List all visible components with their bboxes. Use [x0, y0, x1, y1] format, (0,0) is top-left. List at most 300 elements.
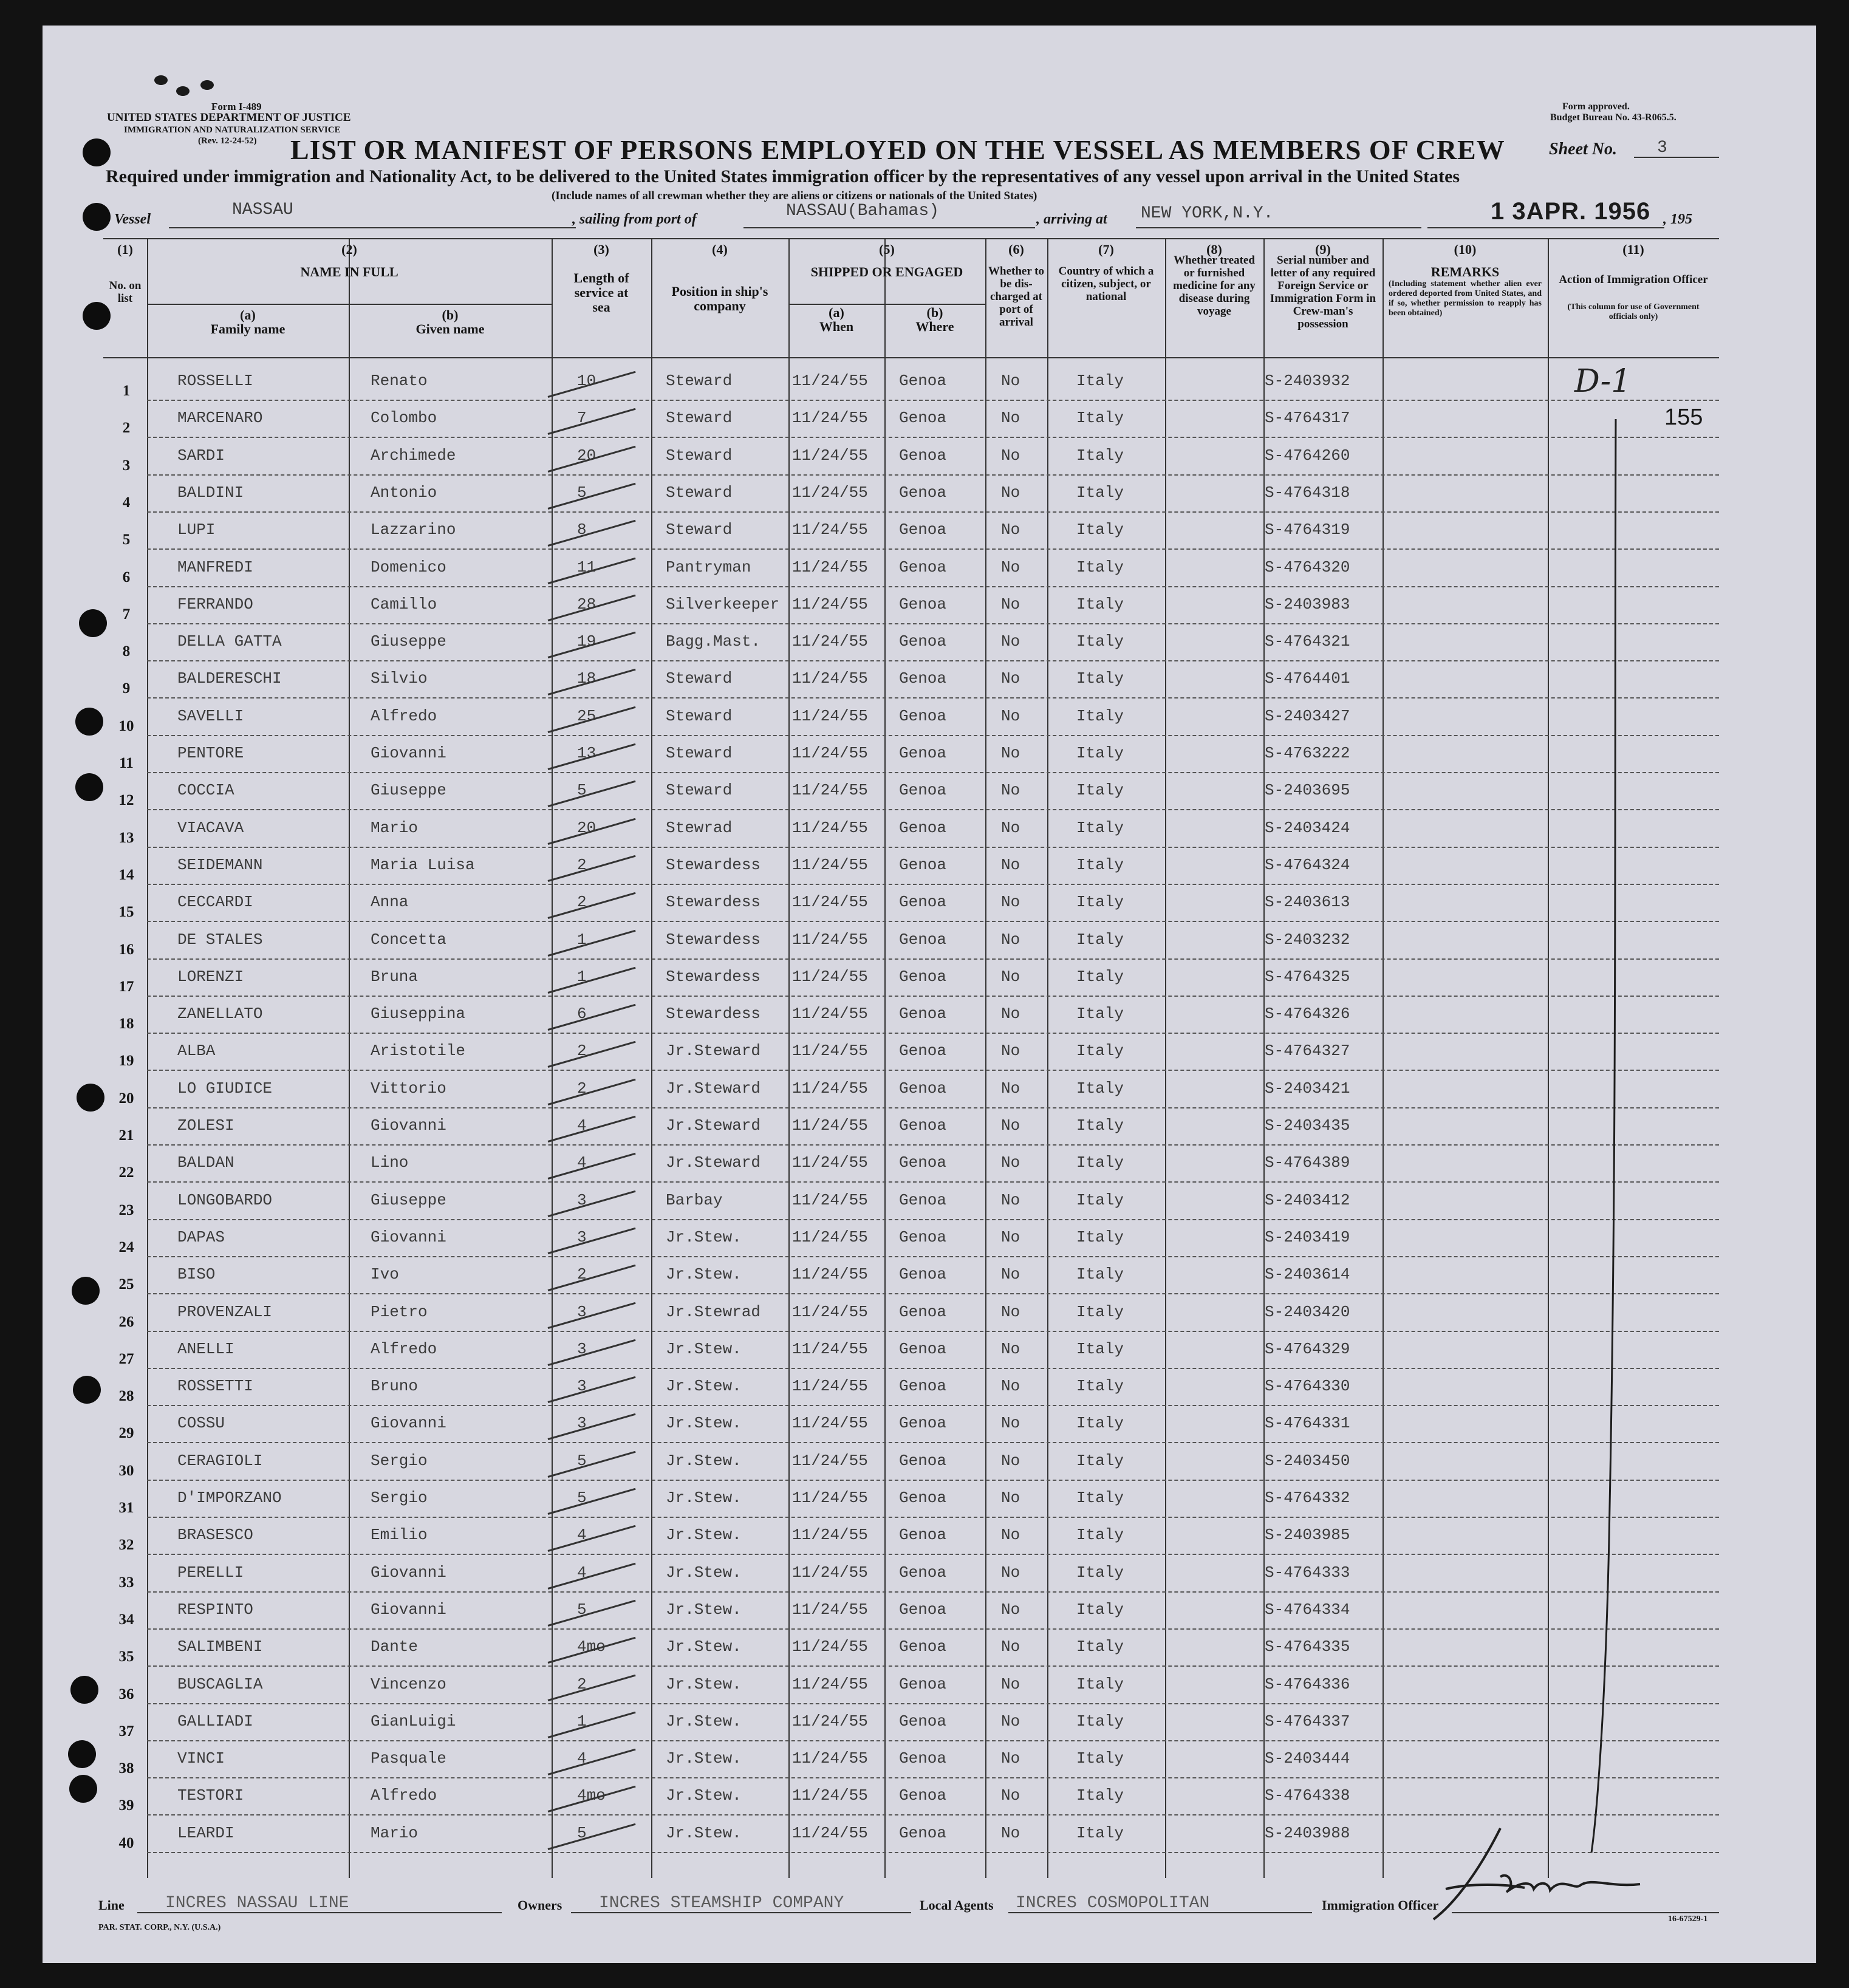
col-10-header: REMARKS	[1430, 264, 1500, 279]
position-cell: Jr.Stew.	[666, 1489, 742, 1507]
row-rule	[147, 1591, 1719, 1593]
length-cell: 28	[577, 595, 596, 613]
length-cell: 7	[577, 409, 587, 428]
row-number: 24	[118, 1238, 134, 1255]
row-rule	[147, 437, 1719, 438]
country-cell: Italy	[1076, 818, 1124, 837]
column-rule	[985, 238, 986, 1878]
length-cell: 25	[577, 706, 596, 725]
shipped-port-cell: Genoa	[899, 446, 947, 465]
shipped-port-cell: Genoa	[899, 1005, 947, 1023]
shipped-port-cell: Genoa	[899, 1563, 947, 1582]
given-name-cell: Alfredo	[371, 1786, 437, 1805]
serial-cell: S-4764318	[1265, 483, 1350, 502]
col-2b-header: Given name	[415, 321, 485, 336]
serial-cell: S-4763222	[1265, 744, 1350, 762]
col-5a-header: When	[819, 319, 854, 334]
row-rule	[147, 772, 1719, 773]
position-cell: Bagg.Mast.	[666, 632, 761, 651]
shipped-date-cell: 11/24/55	[792, 483, 868, 502]
family-name-cell: FERRANDO	[177, 595, 253, 613]
country-cell: Italy	[1076, 706, 1124, 725]
row-number: 6	[122, 569, 131, 586]
discharge-cell: No	[1001, 1451, 1020, 1470]
binder-hole	[83, 203, 111, 231]
given-name-cell: Mario	[371, 1823, 419, 1842]
column-rule	[349, 238, 350, 1878]
row-number: 2	[122, 420, 131, 437]
handwritten-bracket-line	[1579, 413, 1640, 1859]
binder-hole	[83, 138, 111, 166]
position-cell: Steward	[666, 669, 733, 688]
row-rule	[147, 996, 1719, 997]
country-cell: Italy	[1076, 781, 1124, 800]
given-name-cell: Giuseppina	[371, 1005, 466, 1023]
discharge-cell: No	[1001, 1823, 1020, 1842]
serial-cell: S-4764327	[1265, 1042, 1350, 1061]
length-cell: 8	[577, 521, 587, 539]
serial-cell: S-2403444	[1265, 1749, 1350, 1768]
shipped-port-cell: Genoa	[899, 744, 947, 762]
row-number: 40	[118, 1834, 134, 1851]
given-name-cell: Giovanni	[371, 1600, 446, 1619]
position-cell: Steward	[666, 446, 733, 465]
col-5-number: (5)	[879, 242, 895, 257]
shipped-date-cell: 11/24/55	[792, 595, 868, 613]
shipped-port-cell: Genoa	[899, 595, 947, 613]
family-name-cell: LEARDI	[177, 1823, 234, 1842]
shipped-port-cell: Genoa	[899, 930, 947, 949]
position-cell: Jr.Stew.	[666, 1526, 742, 1545]
shipped-port-cell: Genoa	[899, 1600, 947, 1619]
family-name-cell: ZANELLATO	[177, 1005, 263, 1023]
country-cell: Italy	[1076, 1190, 1124, 1209]
shipped-date-cell: 11/24/55	[792, 1638, 868, 1656]
discharge-cell: No	[1001, 1079, 1020, 1098]
row-number: 11	[119, 755, 134, 771]
shipped-date-cell: 11/24/55	[792, 1749, 868, 1768]
col-4-number: (4)	[712, 242, 728, 257]
country-cell: Italy	[1076, 632, 1124, 651]
col-2a-number: (a)	[240, 307, 256, 323]
family-name-cell: LO GIUDICE	[177, 1079, 273, 1098]
shipped-port-cell: Genoa	[899, 893, 947, 912]
serial-cell: S-4764326	[1265, 1005, 1350, 1023]
col-11-number: (11)	[1622, 242, 1644, 257]
row-number: 30	[118, 1462, 134, 1479]
row-rule	[147, 1777, 1719, 1778]
page-subtitle: Required under immigration and Nationality Act, to be delivered to the United States immigration officer by the representatives of any vessel upon arrival in the United States	[106, 166, 1460, 186]
given-name-cell: Giuseppe	[371, 632, 446, 651]
row-rule	[147, 1517, 1719, 1518]
row-number: 19	[118, 1053, 134, 1070]
discharge-cell: No	[1001, 818, 1020, 837]
shipped-date-cell: 11/24/55	[792, 1786, 868, 1805]
serial-cell: S-4764333	[1265, 1563, 1350, 1582]
position-cell: Jr.Stew.	[666, 1377, 742, 1396]
row-rule	[147, 511, 1719, 513]
position-cell: Barbay	[666, 1190, 723, 1209]
shipped-port-cell: Genoa	[899, 855, 947, 874]
position-cell: Steward	[666, 521, 733, 539]
serial-cell: S-2403412	[1265, 1190, 1350, 1209]
discharge-cell: No	[1001, 1600, 1020, 1619]
shipped-port-cell: Genoa	[899, 1042, 947, 1061]
family-name-cell: ROSSELLI	[177, 372, 253, 390]
given-name-cell: Pietro	[371, 1302, 428, 1321]
row-rule	[147, 1256, 1719, 1257]
row-number: 39	[118, 1797, 134, 1814]
given-name-cell: Archimede	[371, 446, 456, 465]
length-cell: 1	[577, 1712, 587, 1730]
given-name-cell: Giovanni	[371, 1414, 446, 1433]
form-number: Form I-489	[211, 101, 262, 112]
family-name-cell: DELLA GATTA	[177, 632, 282, 651]
discharge-cell: No	[1001, 558, 1020, 576]
family-name-cell: COCCIA	[177, 781, 234, 800]
footer-code: 16-67529-1	[1668, 1915, 1708, 1924]
row-number: 37	[118, 1723, 134, 1740]
column-rule	[1548, 238, 1549, 1878]
binder-hole	[68, 1740, 96, 1768]
family-name-cell: LUPI	[177, 521, 216, 539]
discharge-cell: No	[1001, 1116, 1020, 1135]
shipped-port-cell: Genoa	[899, 1712, 947, 1730]
given-name-cell: Alfredo	[371, 706, 437, 725]
row-rule	[147, 660, 1719, 661]
row-rule	[147, 474, 1719, 476]
length-cell: 5	[577, 1600, 587, 1619]
position-cell: Stewardess	[666, 967, 761, 986]
agents-label: Local Agents	[920, 1897, 994, 1913]
position-cell: Jr.Stew.	[666, 1228, 742, 1246]
family-name-cell: VIACAVA	[177, 818, 244, 837]
shipped-date-cell: 11/24/55	[792, 706, 868, 725]
row-number: 35	[118, 1648, 134, 1665]
position-cell: Steward	[666, 483, 733, 502]
family-name-cell: VINCI	[177, 1749, 225, 1768]
country-cell: Italy	[1076, 1153, 1124, 1172]
family-name-cell: SEIDEMANN	[177, 855, 263, 874]
country-cell: Italy	[1076, 1265, 1124, 1284]
position-cell: Jr.Stew.	[666, 1563, 742, 1582]
serial-cell: S-4764319	[1265, 521, 1350, 539]
position-cell: Jr.Stew.	[666, 1823, 742, 1842]
position-cell: Jr.Stew.	[666, 1414, 742, 1433]
given-name-cell: Giovanni	[371, 744, 446, 762]
discharge-cell: No	[1001, 1749, 1020, 1768]
length-cell: 4mo	[577, 1638, 606, 1656]
family-name-cell: GALLIADI	[177, 1712, 253, 1730]
given-name-cell: Lino	[371, 1153, 409, 1172]
shipped-port-cell: Genoa	[899, 1526, 947, 1545]
given-name-cell: Mario	[371, 818, 419, 837]
discharge-cell: No	[1001, 521, 1020, 539]
length-cell: 11	[577, 558, 596, 576]
col-5-header: SHIPPED OR ENGAGED	[810, 264, 963, 279]
discharge-cell: No	[1001, 595, 1020, 613]
country-cell: Italy	[1076, 1339, 1124, 1358]
position-cell: Silverkeeper	[666, 595, 780, 613]
row-rule	[147, 1554, 1719, 1555]
length-cell: 5	[577, 781, 587, 800]
position-cell: Steward	[666, 744, 733, 762]
discharge-cell: No	[1001, 632, 1020, 651]
length-cell: 1	[577, 930, 587, 949]
family-name-cell: PROVENZALI	[177, 1302, 273, 1321]
col-8-header: Whether treated or furnished medicine for any disease during voyage	[1173, 254, 1256, 318]
country-cell: Italy	[1076, 930, 1124, 949]
family-name-cell: LONGOBARDO	[177, 1190, 273, 1209]
serial-cell: S-4764317	[1265, 409, 1350, 428]
row-number: 27	[118, 1350, 134, 1367]
length-cell: 5	[577, 1823, 587, 1842]
length-cell: 2	[577, 855, 587, 874]
country-cell: Italy	[1076, 409, 1124, 428]
shipped-port-cell: Genoa	[899, 1638, 947, 1656]
vessel-name: NASSAU	[232, 200, 293, 219]
length-cell: 4mo	[577, 1786, 606, 1805]
col-3-header: Length of service at sea	[573, 270, 629, 315]
position-cell: Pantryman	[666, 558, 751, 576]
page-note: (Include names of all crewman whether they are aliens or citizens or nationals of the United States)	[552, 190, 1037, 202]
given-name-cell: Concetta	[371, 930, 446, 949]
position-cell: Stewrad	[666, 818, 733, 837]
discharge-cell: No	[1001, 446, 1020, 465]
row-number: 5	[122, 531, 131, 548]
country-cell: Italy	[1076, 595, 1124, 613]
col-7-number: (7)	[1098, 242, 1114, 257]
discharge-cell: No	[1001, 669, 1020, 688]
row-number: 14	[118, 866, 134, 883]
country-cell: Italy	[1076, 1786, 1124, 1805]
serial-cell: S-4764338	[1265, 1786, 1350, 1805]
binder-hole	[75, 773, 103, 801]
given-name-cell: Sergio	[371, 1451, 428, 1470]
family-name-cell: ALBA	[177, 1042, 216, 1061]
row-rule	[147, 586, 1719, 587]
discharge-cell: No	[1001, 1190, 1020, 1209]
shipped-port-cell: Genoa	[899, 1339, 947, 1358]
col-2-number: (2)	[341, 242, 357, 257]
serial-cell: S-2403983	[1265, 595, 1350, 613]
given-name-cell: Bruna	[371, 967, 419, 986]
column-rule	[1165, 238, 1166, 1878]
row-number: 15	[118, 904, 134, 921]
row-rule	[147, 1331, 1719, 1332]
col-4-header: Position in ship's company	[671, 284, 768, 313]
row-rule	[147, 735, 1719, 736]
shipped-port-cell: Genoa	[899, 669, 947, 688]
shipped-date-cell: 11/24/55	[792, 1489, 868, 1507]
serial-cell: S-4764320	[1265, 558, 1350, 576]
row-number: 23	[118, 1201, 134, 1218]
shipped-date-cell: 11/24/55	[792, 855, 868, 874]
binder-hole	[70, 1676, 98, 1704]
row-rule	[147, 1181, 1719, 1183]
given-name-cell: Sergio	[371, 1489, 428, 1507]
given-name-cell: GianLuigi	[371, 1712, 456, 1730]
row-number: 13	[118, 829, 134, 846]
discharge-cell: No	[1001, 1638, 1020, 1656]
given-name-cell: Giovanni	[371, 1563, 446, 1582]
binder-hole	[72, 1277, 100, 1305]
row-rule	[147, 623, 1719, 624]
length-cell: 3	[577, 1228, 587, 1246]
position-cell: Steward	[666, 372, 733, 390]
shipped-port-cell: Genoa	[899, 1153, 947, 1172]
given-name-cell: Emilio	[371, 1526, 428, 1545]
length-cell: 3	[577, 1414, 587, 1433]
position-cell: Jr.Stew.	[666, 1451, 742, 1470]
country-cell: Italy	[1076, 446, 1124, 465]
family-name-cell: COSSU	[177, 1414, 225, 1433]
length-cell: 3	[577, 1339, 587, 1358]
row-number: 18	[118, 1016, 134, 1033]
col-11-note: (This column for use of Government officials only)	[1567, 302, 1700, 321]
length-cell: 6	[577, 1005, 587, 1023]
position-cell: Steward	[666, 409, 733, 428]
country-cell: Italy	[1076, 1563, 1124, 1582]
country-cell: Italy	[1076, 1005, 1124, 1023]
shipped-port-cell: Genoa	[899, 1228, 947, 1246]
serial-cell: S-2403932	[1265, 372, 1350, 390]
discharge-cell: No	[1001, 483, 1020, 502]
length-cell: 10	[577, 372, 596, 390]
position-cell: Jr.Stew.	[666, 1339, 742, 1358]
row-number: 25	[118, 1276, 134, 1293]
given-name-cell: Colombo	[371, 409, 437, 428]
owners-value: INCRES STEAMSHIP COMPANY	[599, 1894, 844, 1913]
discharge-cell: No	[1001, 967, 1020, 986]
shipped-port-cell: Genoa	[899, 1823, 947, 1842]
row-rule	[147, 809, 1719, 810]
col-9-number: (9)	[1315, 242, 1331, 257]
position-cell: Jr.Stew.	[666, 1712, 742, 1730]
shipped-date-cell: 11/24/55	[792, 1116, 868, 1135]
length-cell: 4	[577, 1749, 587, 1768]
row-number: 21	[118, 1127, 134, 1144]
column-rule	[552, 238, 553, 1878]
row-number: 36	[118, 1686, 134, 1703]
serial-cell: S-4764336	[1265, 1675, 1350, 1693]
shipped-port-cell: Genoa	[899, 1489, 947, 1507]
row-rule	[147, 1480, 1719, 1481]
row-rule	[147, 1107, 1719, 1108]
country-cell: Italy	[1076, 1489, 1124, 1507]
country-cell: Italy	[1076, 893, 1124, 912]
row-number: 8	[122, 643, 131, 660]
country-cell: Italy	[1076, 1712, 1124, 1730]
shipped-date-cell: 11/24/55	[792, 1079, 868, 1098]
given-name-cell: Giuseppe	[371, 781, 446, 800]
row-rule	[147, 1144, 1719, 1146]
shipped-date-cell: 11/24/55	[792, 818, 868, 837]
shipped-date-cell: 11/24/55	[792, 1190, 868, 1209]
discharge-cell: No	[1001, 372, 1020, 390]
position-cell: Jr.Steward	[666, 1042, 761, 1061]
row-rule	[147, 697, 1719, 699]
shipped-port-cell: Genoa	[899, 1265, 947, 1284]
row-number: 17	[118, 978, 134, 995]
printer-imprint: PAR. STAT. CORP., N.Y. (U.S.A.)	[98, 1923, 221, 1932]
country-cell: Italy	[1076, 1749, 1124, 1768]
binder-hole	[83, 302, 111, 330]
country-cell: Italy	[1076, 483, 1124, 502]
col-11-header: Action of Immigration Officer	[1559, 273, 1708, 286]
length-cell: 18	[577, 669, 596, 688]
family-name-cell: SAVELLI	[177, 706, 244, 725]
family-name-cell: BALDINI	[177, 483, 244, 502]
serial-cell: S-4764335	[1265, 1638, 1350, 1656]
col-10-number: (10)	[1454, 242, 1477, 257]
shipped-port-cell: Genoa	[899, 1190, 947, 1209]
length-cell: 2	[577, 893, 587, 912]
discharge-cell: No	[1001, 1339, 1020, 1358]
family-name-cell: D'IMPORZANO	[177, 1489, 282, 1507]
position-cell: Stewardess	[666, 893, 761, 912]
discharge-cell: No	[1001, 855, 1020, 874]
row-number: 22	[118, 1164, 134, 1181]
position-cell: Jr.Steward	[666, 1153, 761, 1172]
year-suffix: , 195	[1663, 211, 1692, 227]
serial-cell: S-2403424	[1265, 818, 1350, 837]
row-number: 38	[118, 1760, 134, 1777]
col-8-number: (8)	[1206, 242, 1222, 257]
binder-hole	[77, 1084, 104, 1112]
col-5a-number: (a)	[829, 305, 844, 320]
position-cell: Jr.Stew.	[666, 1675, 742, 1693]
shipped-port-cell: Genoa	[899, 632, 947, 651]
serial-cell: S-4764337	[1265, 1712, 1350, 1730]
discharge-cell: No	[1001, 1042, 1020, 1061]
family-name-cell: BUSCAGLIA	[177, 1675, 263, 1693]
given-name-cell: Alfredo	[371, 1339, 437, 1358]
position-cell: Stewardess	[666, 930, 761, 949]
country-cell: Italy	[1076, 669, 1124, 688]
shipped-port-cell: Genoa	[899, 1079, 947, 1098]
position-cell: Jr.Stew.	[666, 1600, 742, 1619]
shipped-date-cell: 11/24/55	[792, 1005, 868, 1023]
serial-cell: S-2403420	[1265, 1302, 1350, 1321]
row-number: 33	[118, 1574, 134, 1591]
serial-cell: S-2403985	[1265, 1526, 1350, 1545]
position-cell: Stewardess	[666, 1005, 761, 1023]
serial-cell: S-4764324	[1265, 855, 1350, 874]
owners-label: Owners	[518, 1897, 562, 1913]
action-annotation: D-1	[1574, 363, 1632, 400]
col-5b-header: Where	[915, 319, 954, 334]
discharge-cell: No	[1001, 1526, 1020, 1545]
serial-cell: S-4764334	[1265, 1600, 1350, 1619]
shipped-date-cell: 11/24/55	[792, 1563, 868, 1582]
row-rule	[147, 1628, 1719, 1630]
serial-cell: S-4764389	[1265, 1153, 1350, 1172]
crew-count-annotation: 155	[1664, 405, 1703, 430]
shipped-port-cell: Genoa	[899, 409, 947, 428]
family-name-cell: ROSSETTI	[177, 1377, 253, 1396]
serial-cell: S-4764331	[1265, 1414, 1350, 1433]
row-number: 9	[122, 680, 131, 697]
family-name-cell: BRASESCO	[177, 1526, 253, 1545]
row-rule	[147, 1740, 1719, 1741]
officer-signature	[1409, 1816, 1664, 1925]
sailing-port: NASSAU(Bahamas)	[786, 202, 940, 220]
shipped-port-cell: Genoa	[899, 1377, 947, 1396]
row-rule	[147, 1442, 1719, 1443]
family-name-cell: ZOLESI	[177, 1116, 234, 1135]
shipped-date-cell: 11/24/55	[792, 409, 868, 428]
